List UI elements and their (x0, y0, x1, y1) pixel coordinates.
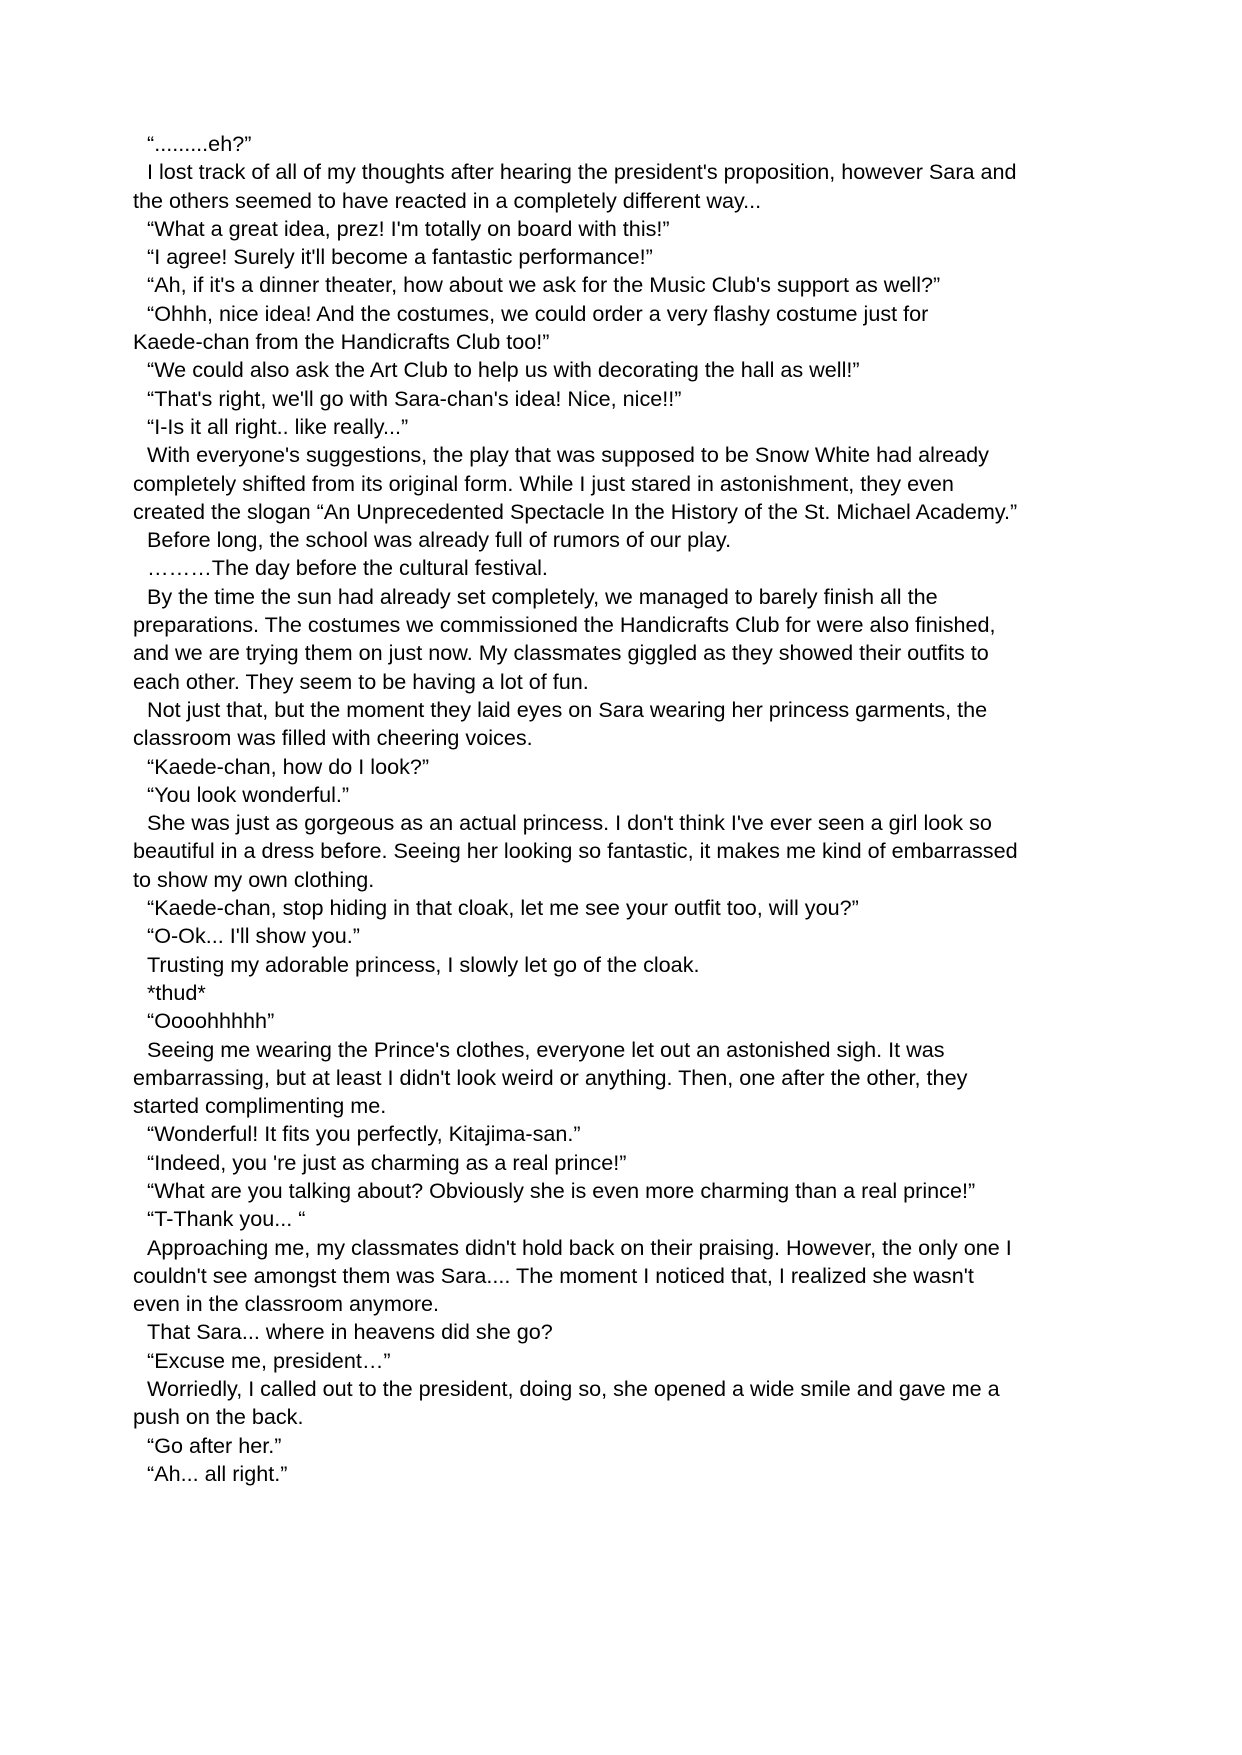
text-line: “.........eh?” (147, 131, 252, 156)
text-line: “Ah, if it's a dinner theater, how about we ask for the Music Club's support as well?” (147, 272, 941, 298)
text-line: “Kaede-chan, how do I look?” (147, 753, 430, 779)
text-line: She was just as gorgeous as an actual princess. I don't think I've ever seen a girl look so (147, 810, 992, 836)
text-line: “I agree! Surely it'll become a fantastic performance!” (147, 244, 653, 270)
text-line: couldn't see amongst them was Sara.... The moment I noticed that, I realized she wasn't (133, 1262, 974, 1288)
text-line: “Kaede-chan, stop hiding in that cloak, let me see your outfit too, will you?” (147, 895, 859, 921)
text-line: “We could also ask the Art Club to help us with decorating the hall as well!” (147, 357, 860, 383)
text-line: “Ah... all right.” (147, 1460, 288, 1486)
text-line: “I-Is it all right.. like really...” (147, 413, 409, 439)
text-line: beautiful in a dress before. Seeing her looking so fantastic, it makes me kind of embarrassed (133, 838, 1018, 864)
text-line: “Excuse me, president…” (147, 1347, 391, 1373)
text-line: “What a great idea, prez! I'm totally on board with this!” (147, 215, 670, 241)
text-line: “Oooohhhhh” (147, 1008, 275, 1034)
text-line: “T-Thank you... “ (147, 1206, 306, 1232)
text-line: Approaching me, my classmates didn't hold back on their praising. However, the only one I (147, 1234, 1012, 1260)
text-line: “O-Ok... I'll show you.” (147, 923, 360, 949)
text-line: Kaede-chan from the Handicrafts Club too!” (133, 329, 550, 355)
text-line: created the slogan “An Unprecedented Spectacle In the History of the St. Michael Academy.” (133, 498, 1018, 524)
text-line: “You look wonderful.” (147, 781, 350, 807)
text-line: embarrassing, but at least I didn't look weird or anything. Then, one after the other, they (133, 1064, 968, 1090)
text-line: “Indeed, you 're just as charming as a real prince!” (147, 1149, 627, 1175)
text-line: started complimenting me. (133, 1093, 387, 1119)
text-line: That Sara... where in heavens did she go? (147, 1319, 553, 1345)
text-line: “Wonderful! It fits you perfectly, Kitajima-san.” (147, 1121, 581, 1147)
text-line: classroom was filled with cheering voices. (133, 725, 533, 751)
text-line: push on the back. (133, 1404, 304, 1430)
text-line: I lost track of all of my thoughts after hearing the president's proposition, however Sara and (147, 159, 1017, 185)
text-line: “What are you talking about? Obviously she is even more charming than a real prince!” (147, 1177, 976, 1203)
text-line: Not just that, but the moment they laid eyes on Sara wearing her princess garments, the (147, 696, 988, 722)
text-content (133, 130, 1123, 1488)
text-line: each other. They seem to be having a lot of fun. (133, 668, 589, 694)
text-line: With everyone's suggestions, the play that was supposed to be Snow White had already (147, 442, 989, 468)
text-line: Trusting my adorable princess, I slowly let go of the cloak. (147, 951, 700, 977)
text-line: completely shifted from its original form. While I just stared in astonishment, they even (133, 470, 954, 496)
text-line: By the time the sun had already set completely, we managed to barely finish all the (147, 583, 938, 609)
text-line: *thud* (147, 979, 206, 1005)
text-line: preparations. The costumes we commissioned the Handicrafts Club for were also finished, (133, 612, 996, 638)
text-line: “That's right, we'll go with Sara-chan's idea! Nice, nice!!” (147, 385, 682, 411)
text-line: Before long, the school was already full of rumors of our play. (147, 527, 732, 553)
text-line: ………The day before the cultural festival. (147, 555, 548, 581)
text-line: “Ohhh, nice idea! And the costumes, we could order a very flashy costume just for (147, 300, 929, 326)
text-line: Seeing me wearing the Prince's clothes, everyone let out an astonished sigh. It was (147, 1036, 945, 1062)
text-line: to show my own clothing. (133, 866, 375, 892)
text-line: “Go after her.” (147, 1432, 282, 1458)
text-line: even in the classroom anymore. (133, 1291, 440, 1317)
text-line: the others seemed to have reacted in a completely different way... (133, 187, 762, 213)
text-line: and we are trying them on just now. My classmates giggled as they showed their outfits to (133, 640, 989, 666)
text-line: Worriedly, I called out to the president, doing so, she opened a wide smile and gave me a (147, 1376, 1000, 1402)
